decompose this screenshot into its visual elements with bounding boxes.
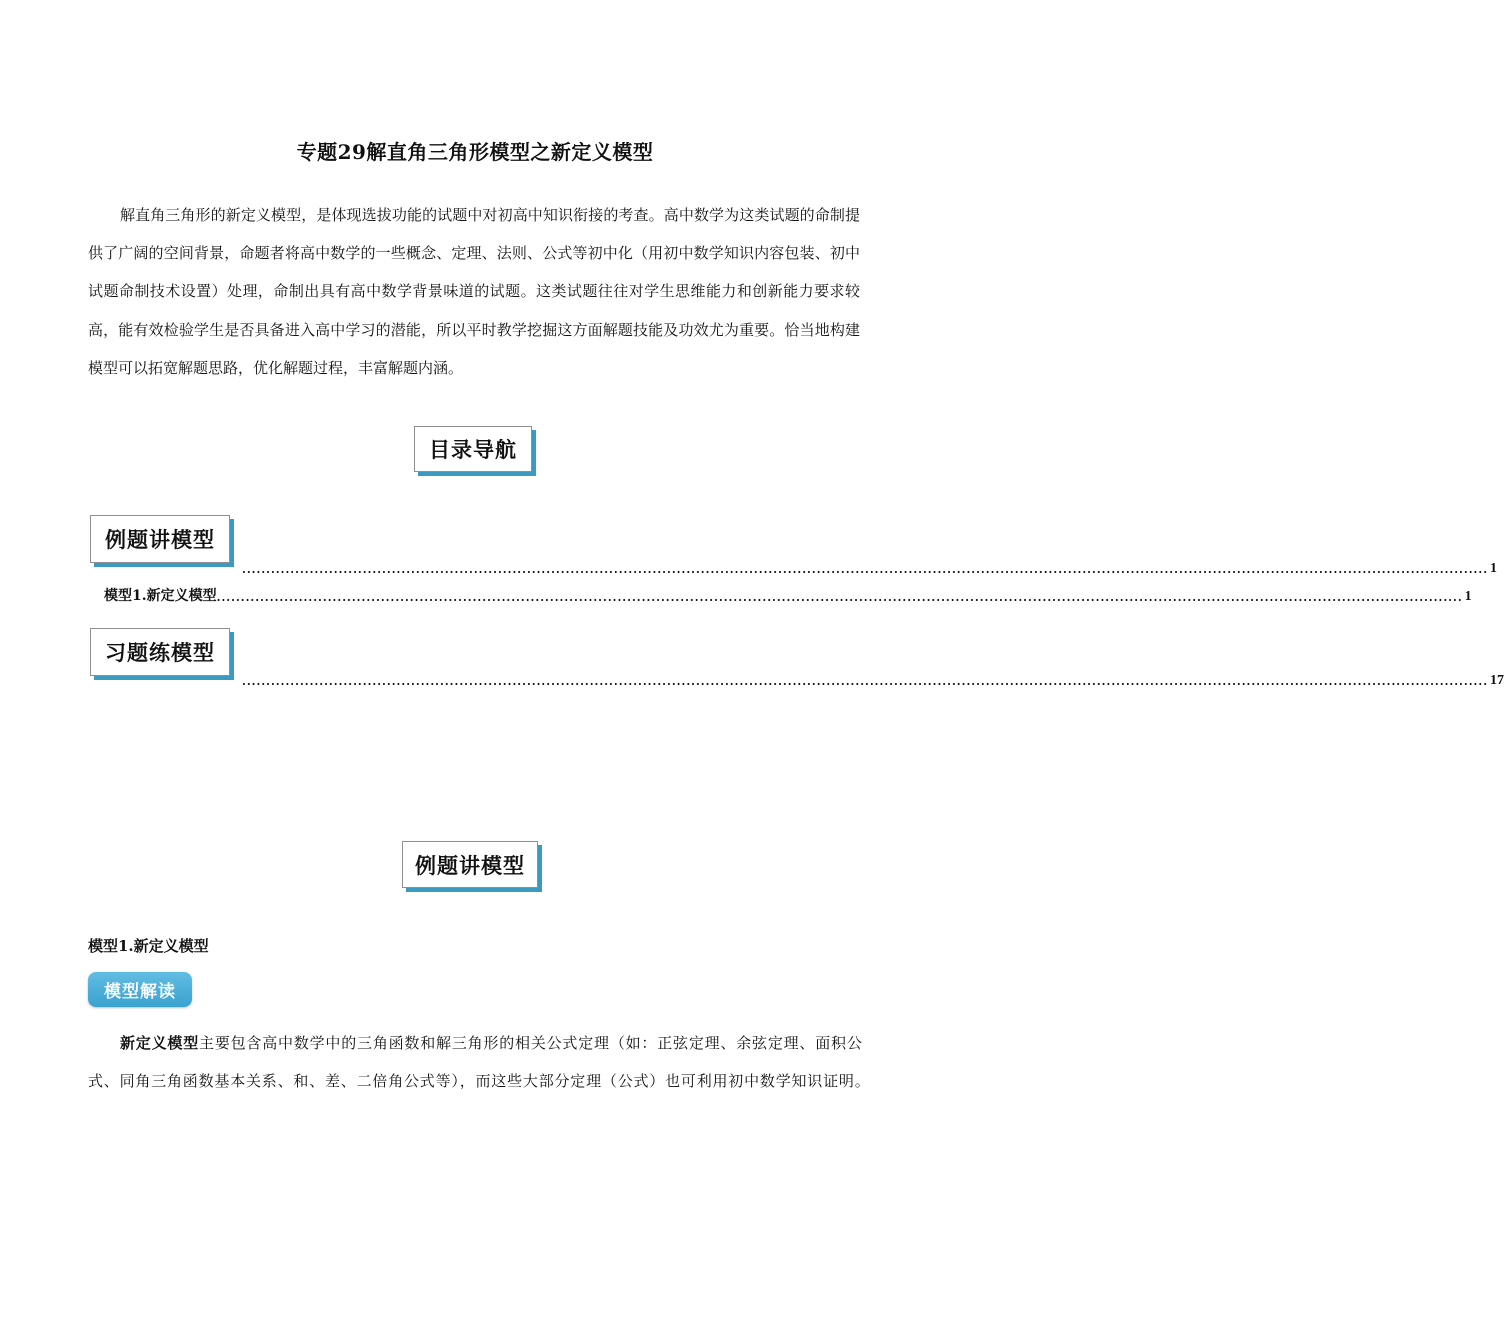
toc-section-label-exercises: 习题练模型: [105, 641, 215, 665]
model-term: 新定义模型: [120, 1034, 200, 1052]
badge-label: 模型解读: [104, 982, 176, 1002]
section-heading: [402, 841, 538, 888]
intro-paragraph: 解直角三角形的新定义模型，是体现选拔功能的试题中对初高中知识衔接的考查。高中数学为这类试题的命制提供了广阔的空间背景，命题者将高中数学的一些概念、定理、法则、公式等初中化（用初中数学知识内容包装、初中试题命制技术设置）处理，命制出具有高中数学背景味道的试题。这类试题往往对学生思维能力和创新能力要求较高，能有效检验学生是否具备进入高中学习的潜能，所以平时教学挖掘这方面解题技能及功效尤为重要。恰当地构建模型可以拓宽解题思路，优化解题过程，丰富解题内涵。: [88, 206, 860, 377]
model-interpretation-badge: [88, 972, 192, 1007]
document-title: 专题29解直角三角形模型之新定义模型: [296, 140, 654, 164]
toc-page-number: 1: [1464, 589, 1472, 604]
toc-leader-dots: ..................................................................................................................................................................................................................................................................: [242, 563, 1489, 576]
toc-leader-dots: ..................................................................................................................................................................................................................................................................: [216, 591, 1463, 604]
toc-section-heading-exercises: [90, 628, 230, 676]
toc-entry-label: 模型1.新定义模型: [104, 588, 217, 604]
toc-row-examples[interactable]: [242, 561, 1498, 577]
toc-page-number: 1: [1490, 561, 1498, 576]
toc-heading: [414, 426, 532, 472]
section-heading-text: 例题讲模型: [415, 853, 525, 878]
toc-page-number: 17: [1490, 673, 1504, 688]
toc-leader-dots: ..................................................................................................................................................................................................................................................................: [242, 675, 1489, 688]
model-description: [88, 1024, 878, 1100]
toc-heading-text: 目录导航: [429, 438, 517, 462]
toc-row-model-1[interactable]: [104, 585, 1472, 605]
model-title: 模型1.新定义模型: [88, 937, 209, 955]
toc-section-heading-examples: [90, 515, 230, 563]
toc-row-exercises[interactable]: [242, 673, 1504, 689]
toc-section-label-examples: 例题讲模型: [105, 528, 215, 552]
model-description-text: 主要包含高中数学中的三角函数和解三角形的相关公式定理（如：正弦定理、余弦定理、面积公式、同角三角函数基本关系、和、差、二倍角公式等），而这些大部分定理（公式）也可利用初中数学知识证明。: [88, 1034, 871, 1090]
